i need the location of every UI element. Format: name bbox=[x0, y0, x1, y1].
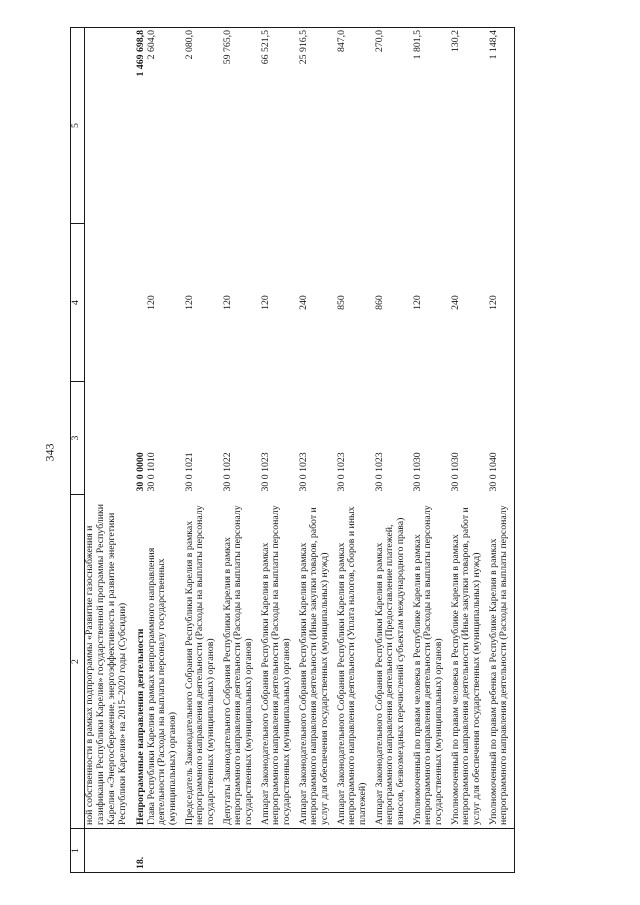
row-kvr: 120 bbox=[145, 295, 157, 310]
row-code: 30 0 1030 bbox=[411, 452, 423, 492]
table-row bbox=[223, 28, 261, 873]
row-kvr: 120 bbox=[221, 295, 233, 310]
table-row bbox=[185, 28, 223, 873]
row-number bbox=[413, 829, 451, 873]
row-sum bbox=[85, 28, 136, 224]
row-number: 18. bbox=[136, 829, 147, 873]
row-code: 30 0 0000 bbox=[134, 452, 146, 492]
row-description: Аппарат Законодательного Собрания Республики Карелия в рамках непрограммного направления деятельности (Расходы на выплаты персоналу государственных (муниципальных) органов) bbox=[259, 505, 293, 825]
row-sum: 2 080,0 bbox=[185, 28, 223, 224]
row-description: Глава Республики Карелия в рамках непрограммного направления деятельности (Расходы на выплаты персоналу государственных (муниципальных) органов) bbox=[145, 547, 179, 825]
row-code: 30 0 1023 bbox=[335, 452, 347, 492]
budget-table-page bbox=[70, 28, 606, 873]
table-row bbox=[489, 28, 515, 873]
row-number bbox=[223, 829, 261, 873]
row-description: Аппарат Законодательного Собрания Республики Карелия в рамках непрограммного направления деятельности (Предоставление платежей, взносов, безвозмездных перечислений субъектам международного права) bbox=[373, 517, 407, 825]
row-description: Председатель Законодательного Собрания Республики Карелия в рамках непрограммного направления деятельности (Расходы на выплаты персоналу государственных (муниципальных) органов) bbox=[183, 505, 217, 825]
row-number bbox=[185, 829, 223, 873]
row-description: Депутаты Законодательного Собрания Республики Карелия в рамках непрограммного направления деятельности (Расходы на выплаты персоналу государственных (муниципальных) органов) bbox=[221, 505, 255, 825]
page-number: 343 bbox=[42, 443, 57, 462]
row-kvr: 850 bbox=[335, 295, 347, 310]
table-row bbox=[451, 28, 489, 873]
row-description: Аппарат Законодательного Собрания Республики Карелия в рамках непрограммного направления деятельности (Иные закупки товаров, работ и услуг для обеспечения государственных (муниципальных) нужд) bbox=[297, 507, 331, 825]
header-col-2: 2 bbox=[71, 495, 85, 829]
row-code: 30 0 1030 bbox=[449, 452, 461, 492]
table-row bbox=[337, 28, 375, 873]
row-description: ной собственности в рамках подпрограммы «Развитие газоснабжения и газификации Республики Карелия» государственной программы Республики Карелия «Энергосбережение, энергоэффективность и развитие энергетики Республики Карелия» на 2015–2020 годы (Субсидии) bbox=[84, 504, 128, 825]
row-code: 30 0 1023 bbox=[297, 452, 309, 492]
row-sum: 25 916,5 bbox=[299, 28, 337, 224]
row-kvr: 240 bbox=[449, 295, 461, 310]
budget-table bbox=[70, 27, 515, 873]
header-col-3: 3 bbox=[71, 382, 85, 495]
header-col-4: 4 bbox=[71, 224, 85, 382]
row-number bbox=[147, 829, 185, 873]
table-row bbox=[147, 28, 185, 873]
table-row bbox=[136, 28, 147, 873]
row-sum: 847,0 bbox=[337, 28, 375, 224]
header-col-5: 5 bbox=[71, 28, 85, 224]
row-sum: 1 469 698,8 bbox=[136, 28, 147, 224]
row-number bbox=[337, 829, 375, 873]
row-kvr: 120 bbox=[411, 295, 423, 310]
row-code: 30 0 1010 bbox=[145, 452, 157, 492]
row-kvr: 120 bbox=[183, 295, 195, 310]
table-row bbox=[261, 28, 299, 873]
table-row bbox=[413, 28, 451, 873]
row-sum: 270,0 bbox=[375, 28, 413, 224]
row-description: Уполномоченный по правам ребенка в Республике Карелия в рамках непрограммного направления деятельности (Расходы на выплаты персоналу bbox=[489, 495, 515, 829]
row-kvr: 240 bbox=[297, 295, 309, 310]
header-row bbox=[71, 28, 85, 873]
row-description: Уполномоченный по правам человека в Республике Карелия в рамках непрограммного направления деятельности (Иные закупки товаров, работ и услуг для обеспечения государственных (муниципальных) нужд) bbox=[449, 507, 483, 825]
row-sum: 59 765,0 bbox=[223, 28, 261, 224]
row-sum: 66 521,5 bbox=[261, 28, 299, 224]
row-number bbox=[261, 829, 299, 873]
row-sum: 2 604,0 bbox=[147, 28, 185, 224]
row-description: Непрограммные направления деятельности bbox=[134, 628, 146, 825]
row-code: 30 0 1023 bbox=[259, 452, 271, 492]
row-code: 30 0 1021 bbox=[183, 452, 195, 492]
header-col-1: 1 bbox=[71, 829, 85, 873]
row-kvr bbox=[85, 224, 136, 382]
row-kvr bbox=[136, 224, 147, 382]
row-code: 30 0 1022 bbox=[221, 452, 233, 492]
row-sum: 1 148,4 bbox=[489, 28, 515, 224]
row-sum: 130,2 bbox=[451, 28, 489, 224]
row-description: Аппарат Законодательного Собрания Республики Карелия в рамках непрограммного направления деятельности (Уплата налогов, сборов и иных платежей) bbox=[335, 506, 369, 825]
row-description: Уполномоченный по правам человека в Республике Карелия в рамках непрограммного направления деятельности (Расходы на выплаты персоналу государственных (муниципальных) органов) bbox=[411, 505, 445, 825]
row-number bbox=[375, 829, 413, 873]
row-number bbox=[489, 829, 515, 873]
row-kvr: 120 bbox=[489, 224, 515, 382]
table-row bbox=[299, 28, 337, 873]
row-number bbox=[451, 829, 489, 873]
row-code: 30 0 1023 bbox=[373, 452, 385, 492]
row-number bbox=[85, 829, 136, 873]
row-number bbox=[299, 829, 337, 873]
row-code: 30 0 1040 bbox=[489, 382, 515, 495]
table-row bbox=[375, 28, 413, 873]
row-kvr: 120 bbox=[259, 295, 271, 310]
table-row bbox=[85, 28, 136, 873]
row-kvr: 860 bbox=[373, 295, 385, 310]
row-sum: 1 801,5 bbox=[413, 28, 451, 224]
row-code bbox=[85, 382, 136, 495]
